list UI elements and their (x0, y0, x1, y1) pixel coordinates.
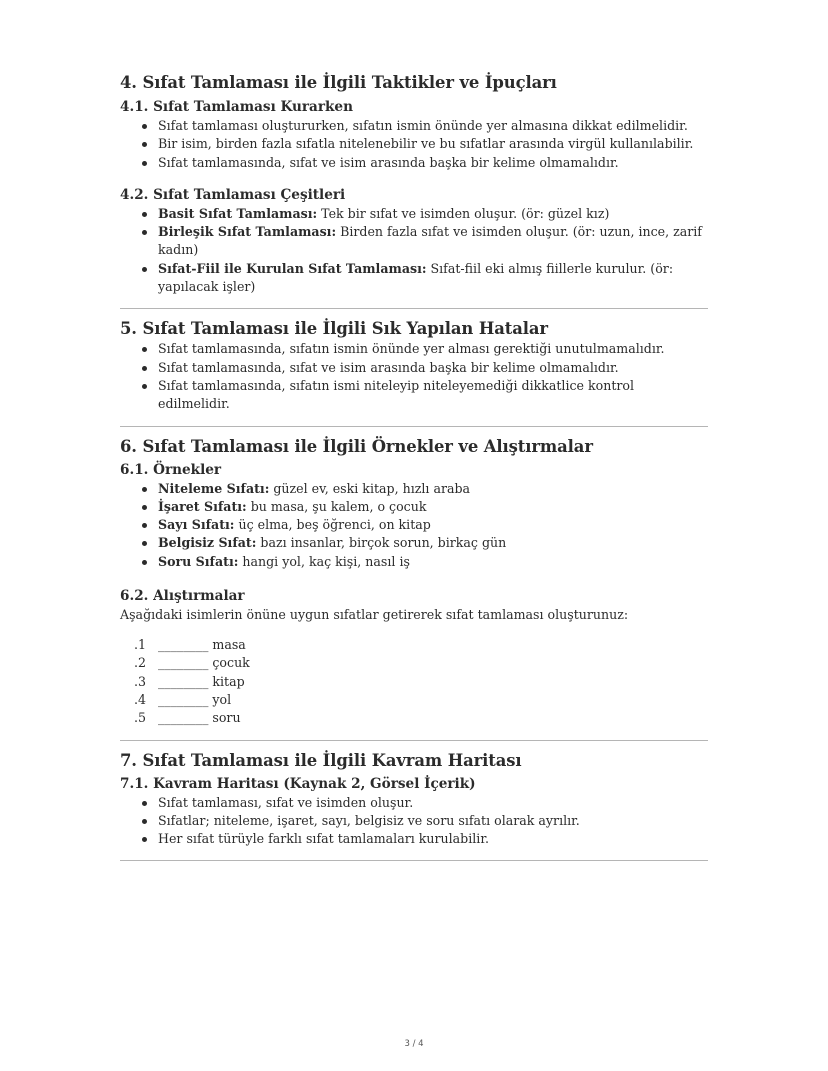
divider (120, 308, 708, 309)
list-item (158, 516, 708, 534)
exercise-text: ________ soru (158, 710, 241, 726)
subsection-4-2-title: 4.2. Sıfat Tamlaması Çeşitleri (120, 186, 346, 203)
subsection-6-1-title: 6.1. Örnekler (120, 461, 222, 478)
term: Soru Sıfatı: (158, 553, 239, 569)
section-7-title: 7. Sıfat Tamlaması ile İlgili Kavram Haritası (120, 750, 522, 770)
term: Basit Sıfat Tamlaması: (158, 205, 318, 221)
list-item: Bir isim, birden fazla sıfatla nitelenebilir ve bu sıfatlar arasında virgül kullanılabilir. (158, 135, 708, 153)
definition: Birden fazla sıfat ve isimden oluşur. (ör: uzun, ince, zarif kadın) (158, 224, 702, 258)
exercise-item: 1. ________ masa (133, 637, 246, 653)
definition: bazı insanlar, birçok sorun, birkaç gün (256, 535, 507, 551)
term: Belgisiz Sıfat: (158, 535, 257, 551)
list-item (158, 480, 708, 498)
list-6-1 (120, 480, 708, 571)
list-item: Sıfat tamlamasında, sıfat ve isim arasında başka bir kelime olmamalıdır. (158, 154, 708, 172)
exercise-list (120, 636, 708, 727)
exercise-text: ________ kitap (158, 673, 245, 689)
definition: güzel ev, eski kitap, hızlı araba (269, 480, 471, 496)
list-item (158, 534, 708, 552)
term: Sıfat-Fiil ile Kurulan Sıfat Tamlaması: (158, 260, 427, 276)
section-4-title: 4. Sıfat Tamlaması ile İlgili Taktikler ve İpuçları (120, 73, 557, 92)
exercise-item: 5. ________ soru (133, 710, 241, 726)
list-item: Sıfat tamlaması oluştururken, sıfatın ismin önünde yer almasına dikkat edilmelidir. (158, 117, 708, 135)
list-item: Sıfat tamlamasında, sıfat ve isim arasında başka bir kelime olmamalıdır. (158, 359, 708, 377)
term: İşaret Sıfatı: (158, 498, 247, 514)
list-5 (120, 340, 708, 413)
list-7-1 (120, 794, 708, 849)
list-item (158, 553, 708, 571)
section-6-title: 6. Sıfat Tamlaması ile İlgili Örnekler ve Alıştırmalar (120, 436, 593, 456)
definition: bu masa, şu kalem, o çocuk (246, 498, 427, 514)
list-item (158, 205, 708, 223)
exercise-item: 3. ________ kitap (133, 673, 245, 689)
list-item (158, 260, 708, 297)
list-item (158, 223, 708, 260)
exercise-text: ________ çocuk (158, 655, 250, 671)
divider (120, 426, 708, 427)
term: Niteleme Sıfatı: (158, 480, 270, 496)
subsection-4-1-title: 4.1. Sıfat Tamlaması Kurarken (120, 99, 353, 115)
list-4-2 (120, 205, 708, 296)
list-4-1 (120, 117, 708, 172)
list-item: Sıfatlar; niteleme, işaret, sayı, belgisiz ve soru sıfatı olarak ayrılır. (158, 812, 708, 830)
exercise-item: 4. ________ yol (133, 691, 232, 707)
exercise-item: 2. ________ çocuk (133, 655, 250, 671)
list-item: Sıfat tamlaması, sıfat ve isimden oluşur. (158, 794, 708, 812)
definition: hangi yol, kaç kişi, nasıl iş (238, 553, 410, 569)
list-item: Sıfat tamlamasında, sıfatın ismi niteleyip niteleyemediği dikkatlice kontrol edilmelidir. (158, 377, 708, 414)
subsection-6-2-title: 6.2. Alıştırmalar (120, 588, 245, 605)
subsection-7-1-title: 7.1. Kavram Haritası (Kaynak 2, Görsel İçerik) (120, 775, 476, 792)
exercise-text: ________ yol (158, 691, 232, 707)
definition: Sıfat-fiil eki almış fiillerle kurulur. (ör: yapılacak işler) (158, 260, 674, 295)
definition: Tek bir sıfat ve isimden oluşur. (ör: güzel kız) (317, 205, 610, 221)
exercise-instruction: Aşağıdaki isimlerin önüne uygun sıfatlar getirerek sıfat tamlaması oluşturunuz: (120, 607, 629, 623)
list-item: Sıfat tamlamasında, sıfatın ismin önünde yer alması gerektiği unutulmamalıdır. (158, 340, 708, 358)
term: Birleşik Sıfat Tamlaması: (158, 224, 337, 240)
divider (120, 740, 708, 741)
divider (120, 860, 708, 861)
term: Sayı Sıfatı: (158, 517, 235, 533)
list-item: Her sıfat türüyle farklı sıfat tamlamaları kurulabilir. (158, 830, 708, 848)
exercise-text: ________ masa (158, 637, 246, 653)
list-item (158, 498, 708, 516)
definition: üç elma, beş öğrenci, on kitap (234, 517, 431, 533)
section-5-title: 5. Sıfat Tamlaması ile İlgili Sık Yapılan Hatalar (120, 319, 548, 339)
page-number: 3 / 4 (404, 1039, 424, 1049)
document-page (120, 0, 708, 861)
